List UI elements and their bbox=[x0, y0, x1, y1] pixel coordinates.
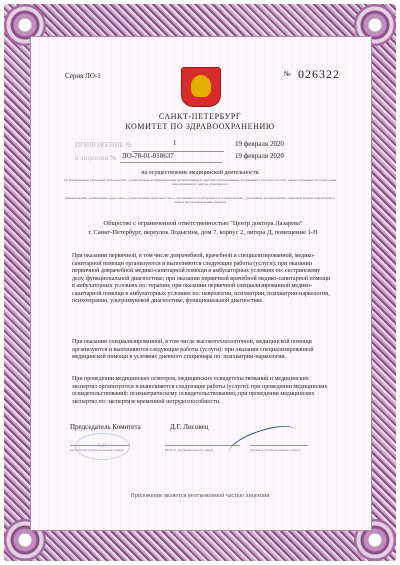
appendix-date: 19 февраля 2020 bbox=[235, 140, 284, 148]
activity-heading: на осуществление медицинской деятельности bbox=[141, 170, 259, 176]
license-number: ЛО-78-01-010637 bbox=[122, 152, 174, 160]
name-caption: (Ф.И.О. уполномоченного лица) bbox=[165, 448, 213, 452]
entity-note: (наименование организации, адрес места осуществления деятельности, в отношении которой прилагается приложение, с указанием организационно-правовой формы юридического лица и места нахождения объекта) bbox=[64, 196, 336, 205]
document-number: 026322 bbox=[298, 67, 340, 81]
paragraph-specialized-care: При оказании специализированной, в том числе высокотехнологичной, медицинской помощи организуются и выполняются следующие работы (услуги): при оказании специализированной медицинской помощи в условиях дневного стационара по: психиатрии-наркологии. bbox=[72, 339, 314, 360]
activity-note: (за исключением указанной деятельности, осуществляемой медицинскими организациями и другими организациями, входящими в частную систему здравоохранения, на территории инновационного центра «Сколково») bbox=[63, 178, 337, 187]
license-date: 19 февраля 2020 bbox=[235, 152, 284, 160]
coat-of-arms-icon bbox=[181, 67, 221, 107]
role-caption: (должность уполномоченного лица) bbox=[70, 448, 124, 452]
seal-stamp: М.П. bbox=[75, 433, 130, 460]
organization-address: г. Санкт-Петербург, переулок Лодыгина, дом 7, корпус 2, литера Д, помещение 1-Н bbox=[88, 229, 318, 236]
organization-name: Общество с ограниченной ответственностью "Центр доктора Лазарева" bbox=[103, 220, 303, 227]
city-heading: САНКТ-ПЕТЕРБУРГ bbox=[158, 112, 242, 121]
committee-heading: КОМИТЕТ ПО ЗДРАВООХРАНЕНИЮ bbox=[125, 122, 275, 131]
eagle-icon bbox=[191, 75, 211, 97]
number-label: № bbox=[284, 70, 291, 78]
series-label: Серия ЛО-1 bbox=[65, 72, 101, 80]
paragraph-primary-care: При оказании первичной, в том числе доврачебной, врачебной и специализированной, медико-санитарной помощи организуются и выполняются следующие работы (услуги): при оказании первичной доврачебной медико-санитарной помощи в амбулаторных условиях по: сестринскому делу, функциональной диагностике; при оказании первичной врачебной медико-санитарной помощи в амбулаторных условиях по: терапии; при оказании первичной специализированной медико-санитарной помощи в амбулаторных условиях по: неврологии, психиатрии, психиатрии-наркологии, психотерапии, ультразвуковой диагностике, функциональной диагностике. bbox=[72, 253, 331, 304]
signature-caption: (подпись уполномоченного лица) bbox=[250, 448, 300, 452]
chairman-label: Председатель Комитета bbox=[70, 423, 141, 431]
appendix-label: ПРИЛОЖЕНИЕ № bbox=[75, 141, 132, 149]
chairman-name: Д.Г. Лисовец bbox=[170, 423, 209, 431]
appendix-number: 1 bbox=[173, 139, 177, 147]
license-label: к лицензии № bbox=[75, 154, 117, 162]
name-line bbox=[165, 445, 240, 446]
footer-note: Приложение является неотъемлемой частью лицензии bbox=[130, 493, 270, 499]
license-number-line bbox=[120, 162, 222, 163]
paragraph-exams: При проведении медицинских осмотров, медицинских освидетельствований и медицинских экспертиз организуются и выполняются следующие работы (услуги): при проведении медицинских освидетельствований: психиатрическому освидетельствованию; при проведении медицинских экспертиз по: экспертизе временной нетрудоспособности. bbox=[72, 376, 328, 405]
